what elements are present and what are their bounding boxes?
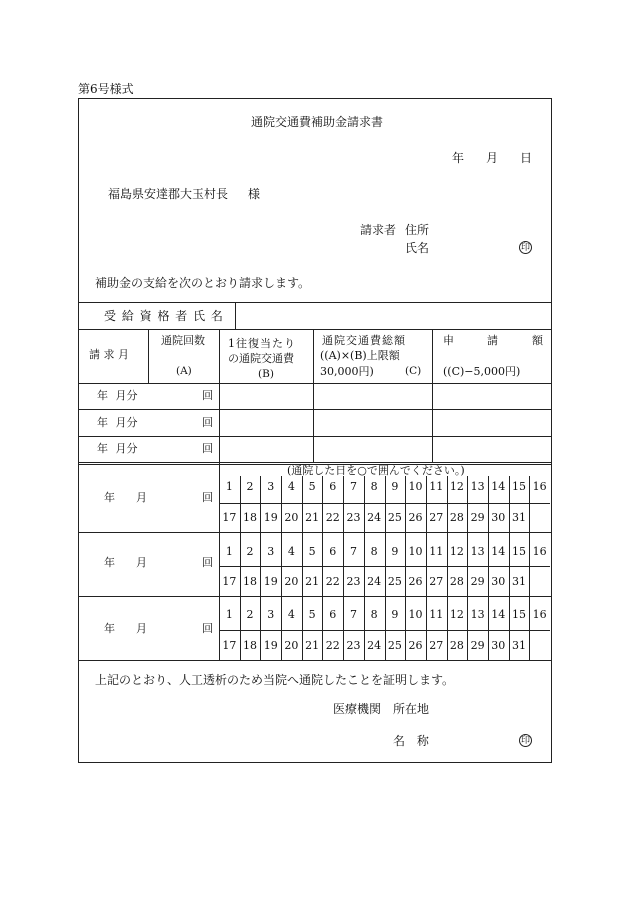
calendar-day: 1 — [225, 608, 233, 621]
requester-label: 請求者 — [360, 223, 397, 237]
calendar-day: 15 — [511, 608, 526, 621]
fare-code: (B) — [258, 368, 274, 380]
calendar-day: 6 — [329, 545, 337, 558]
calendar-day: 22 — [325, 639, 340, 652]
calendar-day: 8 — [370, 608, 378, 621]
calendar-day: 2 — [246, 545, 254, 558]
calendar-day: 10 — [408, 608, 423, 621]
calendar-day: 3 — [267, 608, 275, 621]
row-month: 年 月分 — [97, 442, 138, 455]
calendar-day: 13 — [470, 545, 485, 558]
row-month: 年 月分 — [97, 416, 138, 429]
calendar-day: 23 — [346, 639, 361, 652]
calendar-day: 17 — [222, 639, 237, 652]
calendar-day: 4 — [287, 480, 295, 493]
calendar-day: 24 — [367, 575, 382, 588]
calendar-day: 22 — [325, 511, 340, 524]
calendar-day: 10 — [408, 545, 423, 558]
divider — [78, 436, 552, 437]
calendar-day — [529, 575, 550, 588]
calendar-days-row — [219, 545, 550, 558]
calendar-day: 22 — [325, 575, 340, 588]
calendar-days-row — [219, 639, 550, 652]
calendar-day: 30 — [491, 575, 506, 588]
calendar-day: 24 — [367, 511, 382, 524]
calendar-day: 30 — [491, 511, 506, 524]
divider — [78, 383, 552, 384]
calendar-day: 16 — [532, 545, 547, 558]
divider — [78, 596, 552, 597]
medical-institution-label: 医療機関 — [333, 702, 382, 716]
calendar-day: 21 — [305, 575, 320, 588]
calendar-day: 15 — [511, 480, 526, 493]
calendar-day: 8 — [370, 545, 378, 558]
calendar-day: 13 — [470, 480, 485, 493]
calendar-day: 27 — [429, 639, 444, 652]
calendar-day: 16 — [532, 608, 547, 621]
calendar-month-label: 月 — [136, 622, 147, 635]
calendar-day: 9 — [391, 608, 399, 621]
calendar-day: 20 — [284, 511, 299, 524]
apply-header-char3: 額 — [532, 334, 543, 347]
divider — [78, 302, 552, 303]
divider — [313, 329, 314, 462]
calendar-day: 31 — [511, 511, 526, 524]
divider — [78, 660, 552, 661]
divider — [148, 329, 149, 383]
calendar-day: 5 — [308, 608, 316, 621]
month-header: 請 求 月 — [89, 348, 129, 361]
calendar-day: 25 — [387, 575, 402, 588]
calendar-day: 27 — [429, 511, 444, 524]
fare-header-line2: の通院交通費 — [228, 352, 294, 365]
calendar-day: 19 — [263, 575, 278, 588]
calendar-day: 23 — [346, 575, 361, 588]
calendar-day: 28 — [449, 639, 464, 652]
calendar-day: 2 — [246, 480, 254, 493]
calendar-day: 28 — [449, 575, 464, 588]
fare-header-line1: 1往復当たり — [228, 337, 296, 350]
calendar-day: 6 — [329, 608, 337, 621]
calendar-month-label: 月 — [136, 491, 147, 504]
medical-address-label: 所在地 — [393, 702, 430, 716]
calendar-day: 20 — [284, 575, 299, 588]
date-year-label: 年 — [452, 151, 465, 165]
calendar-day: 12 — [449, 608, 464, 621]
certification-statement: 上記のとおり、人工透析のため当院へ通院したことを証明します。 — [95, 673, 455, 687]
requester-seal-icon: 印 — [520, 243, 530, 253]
calendar-day: 3 — [267, 480, 275, 493]
row-unit: 回 — [202, 416, 213, 429]
calendar-day: 13 — [470, 608, 485, 621]
calendar-day: 1 — [225, 480, 233, 493]
calendar-day: 20 — [284, 639, 299, 652]
calendar-day: 23 — [346, 511, 361, 524]
calendar-day: 10 — [408, 480, 423, 493]
calendar-day: 11 — [429, 608, 444, 621]
calendar-day: 3 — [267, 545, 275, 558]
total-header-line3: 30,000円) — [320, 365, 374, 378]
apply-header-char2: 請 — [487, 334, 498, 347]
calendar-day: 18 — [243, 511, 258, 524]
calendar-day: 26 — [408, 639, 423, 652]
divider — [78, 329, 552, 330]
calendar-day: 6 — [329, 480, 337, 493]
calendar-year-label: 年 — [104, 622, 115, 635]
divider — [235, 302, 236, 329]
calendar-day: 19 — [263, 511, 278, 524]
calendar-day: 29 — [470, 575, 485, 588]
calendar-day: 4 — [287, 608, 295, 621]
calendar-day: 14 — [491, 608, 506, 621]
divider — [78, 532, 552, 533]
date-month-label: 月 — [486, 151, 499, 165]
total-code: (C) — [405, 365, 422, 377]
calendar-day: 26 — [408, 575, 423, 588]
calendar-days-row — [219, 480, 550, 493]
calendar-day: 21 — [305, 639, 320, 652]
calendar-day: 25 — [387, 639, 402, 652]
calendar-day: 8 — [370, 480, 378, 493]
calendar-day: 2 — [246, 608, 254, 621]
calendar-day: 7 — [349, 545, 357, 558]
calendar-day: 9 — [391, 480, 399, 493]
calendar-day: 28 — [449, 511, 464, 524]
calendar-unit: 回 — [202, 491, 213, 504]
requester-name-label: 氏名 — [405, 241, 430, 255]
calendar-day: 30 — [491, 639, 506, 652]
calendar-day: 18 — [243, 639, 258, 652]
date-day-label: 日 — [520, 151, 533, 165]
calendar-day: 26 — [408, 511, 423, 524]
divider — [78, 409, 552, 410]
calendar-day — [529, 639, 550, 652]
calendar-day: 31 — [511, 575, 526, 588]
calendar-day: 7 — [349, 608, 357, 621]
calendar-unit: 回 — [202, 622, 213, 635]
divider — [432, 329, 433, 462]
calendar-day: 17 — [222, 575, 237, 588]
visits-header: 通院回数 — [161, 334, 205, 347]
calendar-day: 19 — [263, 639, 278, 652]
calendar-day: 5 — [308, 545, 316, 558]
row-month: 年 月分 — [97, 389, 138, 402]
request-statement: 補助金の支給を次のとおり請求します。 — [95, 276, 311, 290]
calendar-days-row — [219, 575, 550, 588]
calendar-day: 9 — [391, 545, 399, 558]
calendar-day: 12 — [449, 545, 464, 558]
total-header-line2: ((A)×(B)上限額 — [320, 349, 400, 362]
addressee-suffix: 様 — [248, 187, 261, 201]
calendar-day: 16 — [532, 480, 547, 493]
calendar-day: 25 — [387, 511, 402, 524]
calendar-unit: 回 — [202, 556, 213, 569]
calendar-day — [529, 511, 550, 524]
calendar-day: 15 — [511, 545, 526, 558]
calendar-day: 14 — [491, 545, 506, 558]
calendar-day: 27 — [429, 575, 444, 588]
calendar-day: 18 — [243, 575, 258, 588]
calendar-day: 21 — [305, 511, 320, 524]
calendar-day: 4 — [287, 545, 295, 558]
apply-formula: ((C)−5,000円) — [443, 365, 521, 378]
medical-name-label: 名 称 — [393, 734, 429, 748]
calendar-day: 31 — [511, 639, 526, 652]
calendar-note: (通院した日を○で囲んでください。) — [287, 464, 465, 477]
calendar-day: 12 — [449, 480, 464, 493]
calendar-day: 1 — [225, 545, 233, 558]
form-number: 第6号様式 — [78, 82, 134, 96]
eligible-person-label: 受 給 資 格 者 氏 名 — [104, 309, 224, 323]
calendar-day: 17 — [222, 511, 237, 524]
calendar-days-row — [219, 608, 550, 621]
apply-header-char1: 申 — [443, 334, 454, 347]
calendar-day: 29 — [470, 639, 485, 652]
calendar-days-row — [219, 511, 550, 524]
form-title: 通院交通費補助金請求書 — [251, 115, 384, 129]
row-unit: 回 — [202, 389, 213, 402]
calendar-day: 11 — [429, 545, 444, 558]
calendar-day: 7 — [349, 480, 357, 493]
requester-address-label: 住所 — [405, 223, 430, 237]
divider — [78, 462, 552, 463]
calendar-day: 11 — [429, 480, 444, 493]
calendar-year-label: 年 — [104, 491, 115, 504]
calendar-day: 5 — [308, 480, 316, 493]
visits-code: (A) — [176, 365, 192, 377]
calendar-day: 29 — [470, 511, 485, 524]
total-header-line1: 通院交通費総額 — [322, 334, 406, 347]
medical-seal-icon: 印 — [520, 736, 530, 746]
row-unit: 回 — [202, 442, 213, 455]
addressee: 福島県安達郡大玉村長 — [108, 187, 229, 201]
calendar-month-label: 月 — [136, 556, 147, 569]
calendar-year-label: 年 — [104, 556, 115, 569]
calendar-day: 14 — [491, 480, 506, 493]
calendar-day: 24 — [367, 639, 382, 652]
